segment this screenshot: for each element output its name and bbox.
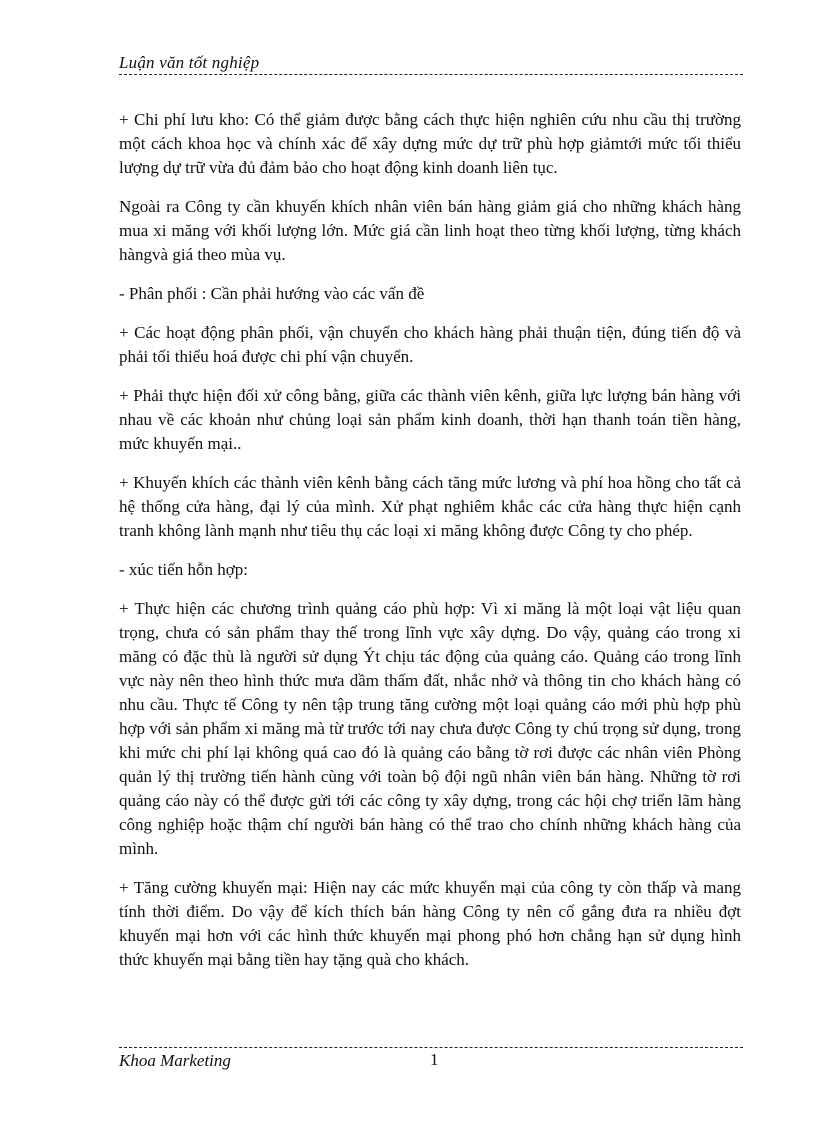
paragraph-storage-cost: + Chi phí lưu kho: Có thể giảm được bằng cách thực hiện nghiên cứu nhu cầu thị trường một cách khoa học và chính xác để xây dựng mức dự trữ phù hợp giảmtới mức tối thiểu lượng dự trữ vừa đủ đảm bảo cho hoạt động kinh doanh liên tục.	[119, 110, 741, 177]
paragraph-distribution-logistics: + Các hoạt động phân phối, vận chuyển cho khách hàng phải thuận tiện, đúng tiến độ và phải tối thiểu hoá được chi phí vận chuyển.	[119, 323, 741, 366]
paragraph-fair-treatment: + Phải thực hiện đối xử công bằng, giữa các thành viên kênh, giữa lực lượng bán hàng với nhau về các khoản như chủng loại sản phẩm kinh doanh, thời hạn thanh toán tiền hàng, mức khuyến mại..	[119, 386, 741, 453]
paragraph-advertising: + Thực hiện các chương trình quảng cáo phù hợp: Vì xi măng là một loại vật liệu quan trọng, chưa có sản phẩm thay thế trong lĩnh vực xây dựng. Do vậy, quảng cáo trong xi măng có đặc thù là người sử dụng Ýt chịu tác động của quảng cáo. Quảng cáo trong lĩnh vực này nên theo hình thức mưa dầm thấm đất, nhắc nhở và thông tin cho khách hàng có nhu cầu. Thực tế Công ty nên tập trung tăng cường một loại quảng cáo mới phù hợp phù hợp với sản phẩm xi măng mà từ trước tới nay chưa được Công ty chú trọng sử dụng, trong khi mức chi phí lại không quá cao đó là quảng cáo bằng tờ rơi được các nhân viên Phòng quản lý thị trường tiến hành cùng với toàn bộ đội ngũ nhân viên bán hàng. Những tờ rơi quảng cáo này có thể được gửi tới các công ty xây dựng, trong các hội chợ triển lãm hàng công nghiệp hoặc thậm chí người bán hàng có thể trao cho chính những khách hàng của mình.	[119, 599, 741, 858]
paragraph-sales-promotion: + Tăng cường khuyến mại: Hiện nay các mức khuyến mại của công ty còn thấp và mang tính thời điểm. Do vậy để kích thích bán hàng Công ty nên cố gắng đưa ra nhiều đợt khuyến mại hơn với các hình thức khuyến mại phong phó hơn chẳng hạn sử dụng hình thức khuyến mại bằng tiền hay tặng quà cho khách.	[119, 878, 741, 969]
header-divider	[119, 74, 743, 75]
header-title: Luận văn tốt nghiệp	[119, 53, 260, 72]
footer-department: Khoa Marketing	[119, 1051, 231, 1070]
page-number: 1	[430, 1050, 439, 1069]
page-header	[119, 53, 743, 75]
paragraph-promotion-heading: - xúc tiến hỗn hợp:	[119, 560, 248, 579]
document-body	[119, 108, 741, 987]
page-footer	[119, 1040, 743, 1076]
paragraph-channel-incentives: + Khuyến khích các thành viên kênh bằng cách tăng mức lương và phí hoa hồng cho tất cả hệ thống cửa hàng, đại lý của mình. Xử phạt nghiêm khắc các cửa hàng thực hiện cạnh tranh không lành mạnh như tiêu thụ các loại xi măng không được Công ty cho phép.	[119, 473, 741, 540]
paragraph-discount: Ngoài ra Công ty cần khuyến khích nhân viên bán hàng giảm giá cho những khách hàng mua xi măng với khối lượng lớn. Mức giá cần linh hoạt theo từng khối lượng, từng khách hàngvà giá theo mùa vụ.	[119, 197, 741, 264]
paragraph-distribution-heading: - Phân phối : Cần phải hướng vào các vấn đề	[119, 284, 425, 303]
footer-divider	[119, 1047, 743, 1048]
